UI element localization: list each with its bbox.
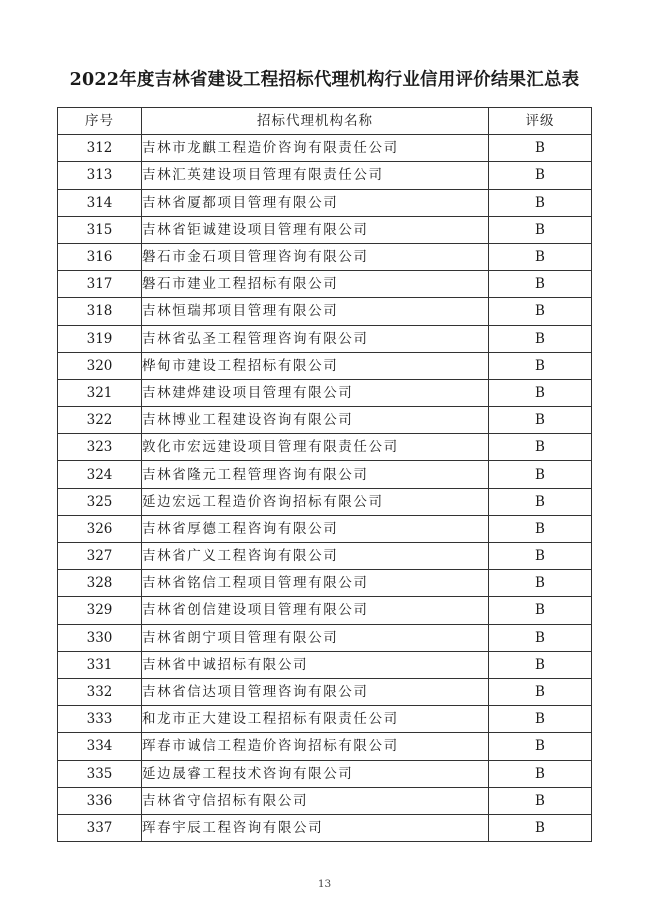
- agency-name: 吉林恒瑞邦项目管理有限公司: [142, 298, 489, 325]
- table-row: [58, 162, 592, 189]
- table-row: [58, 243, 592, 270]
- grade-value: B: [489, 678, 592, 705]
- agency-name: 吉林省隆元工程管理咨询有限公司: [142, 461, 489, 488]
- row-number: 312: [58, 135, 142, 162]
- table-row: [58, 570, 592, 597]
- grade-value: B: [489, 488, 592, 515]
- row-number: 317: [58, 271, 142, 298]
- grade-value: B: [489, 651, 592, 678]
- grade-value: B: [489, 379, 592, 406]
- table-row: [58, 379, 592, 406]
- table-row: [58, 352, 592, 379]
- table-body: [58, 135, 592, 842]
- grade-value: B: [489, 135, 592, 162]
- agency-name: 吉林省守信招标有限公司: [142, 787, 489, 814]
- agency-name: 吉林省信达项目管理咨询有限公司: [142, 678, 489, 705]
- agency-name: 吉林省钜诚建设项目管理有限公司: [142, 216, 489, 243]
- table-row: [58, 706, 592, 733]
- grade-value: B: [489, 271, 592, 298]
- agency-name: 吉林博业工程建设咨询有限公司: [142, 407, 489, 434]
- grade-value: B: [489, 706, 592, 733]
- agency-name: 敦化市宏远建设项目管理有限责任公司: [142, 434, 489, 461]
- row-number: 336: [58, 787, 142, 814]
- grade-value: B: [489, 216, 592, 243]
- row-number: 318: [58, 298, 142, 325]
- document-title: 2022年度吉林省建设工程招标代理机构行业信用评价结果汇总表: [69, 70, 580, 90]
- grade-value: B: [489, 760, 592, 787]
- grade-value: B: [489, 570, 592, 597]
- grade-value: B: [489, 352, 592, 379]
- agency-name: 吉林省广义工程咨询有限公司: [142, 543, 489, 570]
- table-row: [58, 787, 592, 814]
- row-number: 324: [58, 461, 142, 488]
- table-row: [58, 189, 592, 216]
- grade-value: B: [489, 325, 592, 352]
- agency-name: 珲春宇辰工程咨询有限公司: [142, 814, 489, 841]
- table-row: [58, 135, 592, 162]
- agency-name: 磐石市金石项目管理咨询有限公司: [142, 243, 489, 270]
- row-number: 334: [58, 733, 142, 760]
- row-number: 321: [58, 379, 142, 406]
- row-number: 331: [58, 651, 142, 678]
- grade-value: B: [489, 434, 592, 461]
- table-row: [58, 271, 592, 298]
- row-number: 329: [58, 597, 142, 624]
- table-row: [58, 434, 592, 461]
- credit-rating-table: [57, 107, 592, 842]
- agency-name: 吉林省铭信工程项目管理有限公司: [142, 570, 489, 597]
- row-number: 333: [58, 706, 142, 733]
- table-row: [58, 407, 592, 434]
- table-row: [58, 543, 592, 570]
- table-row: [58, 733, 592, 760]
- table-row: [58, 298, 592, 325]
- page-number: 13: [317, 878, 332, 890]
- table-row: [58, 216, 592, 243]
- row-number: 315: [58, 216, 142, 243]
- table-row: [58, 651, 592, 678]
- row-number: 323: [58, 434, 142, 461]
- agency-name: 吉林市龙麒工程造价咨询有限责任公司: [142, 135, 489, 162]
- table-row: [58, 515, 592, 542]
- grade-value: B: [489, 298, 592, 325]
- grade-value: B: [489, 624, 592, 651]
- row-number: 319: [58, 325, 142, 352]
- agency-name: 吉林省厦都项目管理有限公司: [142, 189, 489, 216]
- header-agency-name: 招标代理机构名称: [142, 108, 489, 135]
- agency-name: 和龙市正大建设工程招标有限责任公司: [142, 706, 489, 733]
- grade-value: B: [489, 733, 592, 760]
- row-number: 322: [58, 407, 142, 434]
- grade-value: B: [489, 461, 592, 488]
- table-row: [58, 325, 592, 352]
- grade-value: B: [489, 243, 592, 270]
- row-number: 330: [58, 624, 142, 651]
- row-number: 313: [58, 162, 142, 189]
- grade-value: B: [489, 543, 592, 570]
- agency-name: 珲春市诚信工程造价咨询招标有限公司: [142, 733, 489, 760]
- agency-name: 吉林汇英建设项目管理有限责任公司: [142, 162, 489, 189]
- row-number: 332: [58, 678, 142, 705]
- row-number: 328: [58, 570, 142, 597]
- grade-value: B: [489, 787, 592, 814]
- table-row: [58, 488, 592, 515]
- table-row: [58, 597, 592, 624]
- row-number: 314: [58, 189, 142, 216]
- table-header-row: [58, 108, 592, 135]
- table-row: [58, 760, 592, 787]
- grade-value: B: [489, 407, 592, 434]
- row-number: 326: [58, 515, 142, 542]
- row-number: 320: [58, 352, 142, 379]
- grade-value: B: [489, 814, 592, 841]
- agency-name: 吉林建烨建设项目管理有限公司: [142, 379, 489, 406]
- row-number: 325: [58, 488, 142, 515]
- row-number: 335: [58, 760, 142, 787]
- grade-value: B: [489, 597, 592, 624]
- header-number: 序号: [58, 108, 142, 135]
- grade-value: B: [489, 515, 592, 542]
- agency-name: 桦甸市建设工程招标有限公司: [142, 352, 489, 379]
- agency-name: 吉林省朗宁项目管理有限公司: [142, 624, 489, 651]
- header-grade: 评级: [489, 108, 592, 135]
- agency-name: 磐石市建业工程招标有限公司: [142, 271, 489, 298]
- agency-name: 吉林省中诚招标有限公司: [142, 651, 489, 678]
- agency-name: 吉林省创信建设项目管理有限公司: [142, 597, 489, 624]
- agency-name: 延边宏远工程造价咨询招标有限公司: [142, 488, 489, 515]
- row-number: 337: [58, 814, 142, 841]
- agency-name: 吉林省厚德工程咨询有限公司: [142, 515, 489, 542]
- agency-name: 吉林省弘圣工程管理咨询有限公司: [142, 325, 489, 352]
- grade-value: B: [489, 189, 592, 216]
- grade-value: B: [489, 162, 592, 189]
- row-number: 316: [58, 243, 142, 270]
- row-number: 327: [58, 543, 142, 570]
- table-row: [58, 814, 592, 841]
- table-row: [58, 624, 592, 651]
- agency-name: 延边晟睿工程技术咨询有限公司: [142, 760, 489, 787]
- table-row: [58, 461, 592, 488]
- table-row: [58, 678, 592, 705]
